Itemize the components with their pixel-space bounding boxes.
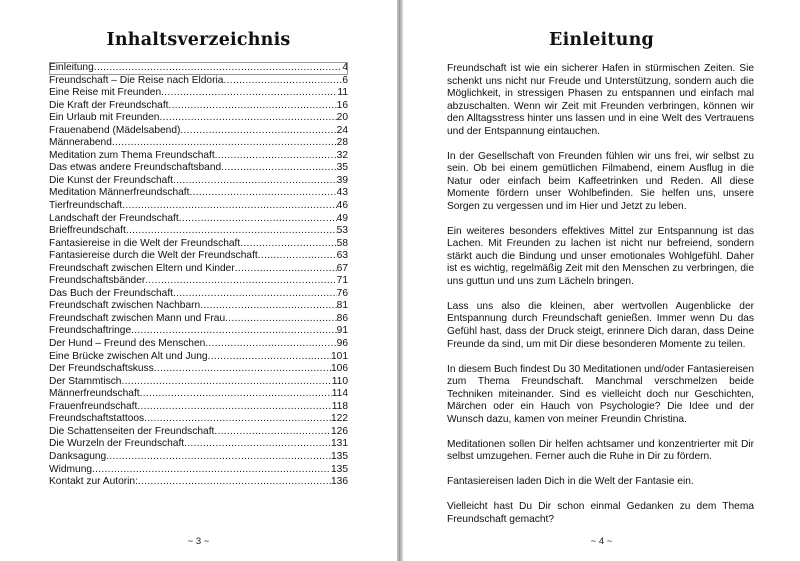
toc-entry-title: Frauenfreundschaft (49, 400, 138, 412)
toc-entry[interactable] (49, 125, 348, 138)
toc-dot-leader (223, 75, 342, 88)
toc-entry[interactable] (49, 225, 348, 238)
body-paragraph: Ein weiteres besonders effektives Mittel zur Entspannung ist das Lachen. Mit Freunden zu lachen ist nicht nur befreiend, sondern stärkt auch die Bindung und unser emotionales Wohlgefühl. Daher ist es wichtig, regelmäßig Zeit mit den Menschen zu verbringen, die uns guttun und uns zum Lächeln bringen. (447, 225, 754, 287)
toc-entry-page: 43 (336, 187, 348, 199)
toc-dot-leader (138, 476, 331, 489)
body-paragraph: Fantasiereisen laden Dich in die Welt der Fantasie ein. (447, 476, 694, 488)
toc-entry-page: 20 (336, 112, 348, 124)
toc-dot-leader (200, 300, 336, 313)
toc-entry[interactable] (49, 263, 348, 276)
toc-entry[interactable] (49, 476, 348, 489)
toc-entry-page: 118 (331, 400, 348, 412)
right-page (403, 0, 800, 561)
toc-dot-leader (180, 125, 336, 138)
toc-entry[interactable] (49, 288, 348, 301)
left-page (0, 0, 397, 561)
toc-dot-leader (168, 100, 336, 113)
toc-entry[interactable] (49, 62, 348, 75)
toc-entry-title: Brieffreundschaft (49, 225, 126, 237)
toc-dot-leader (94, 62, 343, 75)
toc-entry[interactable] (49, 87, 348, 100)
toc-dot-leader (121, 376, 331, 389)
toc-heading: Inhaltsverzeichnis (106, 30, 291, 50)
toc-entry-page: 28 (336, 137, 348, 149)
chapter-body (447, 63, 754, 539)
page-number-left: ~ 3 ~ (187, 536, 210, 547)
toc-entry-page: 11 (337, 87, 348, 99)
toc-entry-title: Der Stammtisch (49, 375, 122, 387)
toc-entry[interactable] (49, 213, 348, 226)
toc-entry-title: Tierfreundschaft (49, 200, 123, 212)
toc-dot-leader (205, 338, 336, 351)
toc-entry-title: Freundschaftsbänder (49, 275, 146, 287)
toc-entry-page: 35 (336, 162, 348, 174)
toc-entry-title: Einleitung (49, 62, 94, 73)
toc-dot-leader (161, 87, 337, 100)
toc-entry[interactable] (49, 413, 348, 426)
toc-entry[interactable] (49, 313, 348, 326)
toc-entry[interactable] (49, 300, 348, 313)
toc-entry-title: Fantasiereise durch die Welt der Freundschaft (49, 250, 258, 262)
toc-dot-leader (154, 363, 331, 376)
chapter-heading: Einleitung (549, 30, 654, 50)
toc-entry[interactable] (49, 451, 348, 464)
toc-dot-leader (131, 325, 337, 338)
toc-entry-page: 58 (336, 237, 348, 249)
toc-entry-page: 101 (331, 350, 348, 362)
toc-dot-leader (179, 213, 337, 226)
toc-entry-page: 63 (336, 250, 348, 262)
toc-entry[interactable] (49, 175, 348, 188)
toc-entry-page: 16 (336, 99, 348, 111)
toc-entry[interactable] (49, 464, 348, 477)
toc-entry-page: 76 (336, 287, 348, 299)
toc-entry-title: Ein Urlaub mit Freunden (49, 112, 160, 124)
toc-entry[interactable] (49, 75, 348, 88)
toc-entry-page: 4 (342, 62, 348, 73)
toc-dot-leader (122, 200, 336, 213)
toc-dot-leader (214, 426, 331, 439)
toc-entry[interactable] (49, 376, 348, 389)
toc-dot-leader (145, 275, 336, 288)
toc-entry-title: Die Wurzeln der Freundschaft (49, 438, 185, 450)
toc-entry-page: 49 (336, 212, 348, 224)
toc-entry-title: Meditation zum Thema Freundschaft (49, 149, 215, 161)
toc-entry-page: 67 (336, 262, 348, 274)
toc-entry-title: Das Buch der Freundschaft (49, 287, 174, 299)
toc-entry[interactable] (49, 238, 348, 251)
toc-entry-page: 81 (336, 300, 348, 312)
toc-entry-page: 46 (336, 200, 348, 212)
toc-entry-page: 135 (331, 450, 348, 462)
toc-entry[interactable] (49, 426, 348, 439)
toc-entry-title: Eine Brücke zwischen Alt und Jung (49, 350, 208, 362)
toc-entry-title: Die Kraft der Freundschaft (49, 99, 169, 111)
toc-dot-leader (221, 162, 336, 175)
toc-entry[interactable] (49, 250, 348, 263)
toc-entry-title: Das etwas andere Freundschaftsband (49, 162, 222, 174)
toc-entry[interactable] (49, 325, 348, 338)
toc-entry-page: 86 (336, 312, 348, 324)
toc-dot-leader (159, 112, 336, 125)
toc-entry-page: 91 (336, 325, 348, 337)
toc-dot-leader (173, 175, 337, 188)
body-paragraph: Vielleicht hast Du Dir schon einmal Gedanken zu dem Thema Freundschaft gemacht? (447, 501, 754, 525)
toc-dot-leader (126, 225, 337, 238)
toc-dot-leader (106, 451, 331, 464)
toc-entry-title: Männerabend (49, 137, 112, 149)
toc-entry-title: Männerfreundschaft (49, 388, 140, 400)
toc-entry-page: 53 (336, 225, 348, 237)
toc-entry[interactable] (49, 150, 348, 163)
body-paragraph: In der Gesellschaft von Freunden fühlen wir uns frei, wir selbst zu sein. Ob bei einem gemütlichen Filmabend, einem Ausflug in die Natur oder einfach beim Kaffeetrinken und Reden. All diese Momente fördern unser Wohlbefinden. Sie helfen uns, unsere Sorgen zu vergessen und im Hier und Jetzt zu leben. (447, 150, 754, 212)
toc-entry[interactable] (49, 401, 348, 414)
toc-entry[interactable] (49, 112, 348, 125)
toc-entry-page: 131 (331, 438, 348, 450)
body-paragraph: Freundschaft ist wie ein sicherer Hafen in stürmischen Zeiten. Sie schenkt uns nicht nur Freude und Unterstützung, sondern auch die Möglichkeit, in stressigen Phasen zu entspannen und einfach mal abzuschalten. Wenn wir Zeit mit Freunden verbringen, können wir den Alltagsstress hinter uns lassen und in eine Welt des Vertrauens und der Entspannung eintauchen. (447, 63, 754, 137)
toc-entry-title: Freundschaft – Die Reise nach Eldoria (49, 74, 224, 86)
toc-dot-leader (137, 401, 331, 414)
toc-entry-title: Freundschaft zwischen Mann und Frau (49, 312, 226, 324)
toc-dot-leader (240, 238, 336, 251)
toc-entry-title: Meditation Männerfreundschaft (49, 187, 190, 199)
toc-entry-page: 136 (331, 476, 348, 488)
toc-dot-leader (189, 187, 336, 200)
toc-entry[interactable] (49, 187, 348, 200)
toc-entry-title: Landschaft der Freundschaft (49, 212, 179, 224)
toc-entry-page: 110 (331, 375, 348, 387)
toc-entry[interactable] (49, 338, 348, 351)
body-paragraph: In diesem Buch findest Du 30 Meditationen und/oder Fantasiereisen zum Thema Freundschaft. Manchmal verschmelzen beide Techniken miteinander. Sind es vielleicht doch nur Geschichten, Märchen oder ein Hauch von Psychologie? Die Idee und der Wunsch dazu, kamen von meiner Freundin Christina. (447, 363, 754, 425)
toc-entry-title: Fantasiereise in die Welt der Freundschaft (49, 237, 241, 249)
body-paragraph: Meditationen sollen Dir helfen achtsamer und konzentrierter mit Dir selbst umzugehen. Ferner auch die Ruhe in Dir zu fördern. (447, 438, 754, 463)
toc-dot-leader (225, 313, 337, 326)
toc-entry-page: 96 (336, 338, 348, 350)
toc-dot-leader (215, 150, 337, 163)
toc-entry[interactable] (49, 200, 348, 213)
toc-entry-page: 122 (331, 413, 348, 425)
toc-entry-title: Freundschaft zwischen Eltern und Kinder (49, 262, 235, 274)
toc-entry-title: Widmung (49, 463, 93, 475)
page-number-right: ~ 4 ~ (590, 536, 613, 547)
toc-entry-page: 135 (331, 463, 348, 475)
toc-entry[interactable] (49, 438, 348, 451)
toc-entry[interactable] (49, 388, 348, 401)
toc-entry[interactable] (49, 100, 348, 113)
toc-entry[interactable] (49, 162, 348, 175)
toc-entry-title: Die Schattenseiten der Freundschaft (49, 425, 215, 437)
toc-entry-page: 114 (331, 388, 348, 400)
toc-entry-page: 6 (342, 74, 348, 86)
toc-dot-leader (208, 351, 331, 364)
toc-dot-leader (144, 413, 331, 426)
toc-entry-page: 126 (331, 425, 348, 437)
toc-entry-title: Kontakt zur Autorin: (49, 476, 138, 488)
toc-entry-title: Danksagung (49, 450, 107, 462)
toc-entry-title: Der Hund – Freund des Menschen (49, 338, 206, 350)
toc-entry-page: 32 (336, 149, 348, 161)
toc-entry-page: 39 (336, 174, 348, 186)
toc-dot-leader (173, 288, 337, 301)
toc-entry-page: 106 (331, 363, 348, 375)
toc-entry-title: Freundschaftstattoos (49, 413, 145, 425)
toc-entry-title: Der Freundschaftskuss (49, 363, 154, 375)
toc-entry-page: 24 (336, 124, 348, 136)
toc-dot-leader (92, 464, 331, 477)
body-paragraph: Lass uns also die kleinen, aber wertvollen Augenblicke der Entspannung durch Freundschaft genießen. Immer wenn Du das Gefühl hast, dass der Druck steigt, erinnere Dich daran, dass Deine Freunde da sind, um mit Dir diese besonderen Momente zu teilen. (447, 300, 754, 350)
toc-entry-title: Eine Reise mit Freunden (49, 87, 162, 99)
table-of-contents (49, 62, 348, 489)
toc-entry-title: Freundschaft zwischen Nachbarn (49, 300, 201, 312)
toc-entry[interactable] (49, 363, 348, 376)
toc-dot-leader (140, 388, 332, 401)
toc-entry-title: Freundschaftringe (49, 325, 132, 337)
toc-entry[interactable] (49, 275, 348, 288)
toc-entry[interactable] (49, 137, 348, 150)
toc-dot-leader (258, 250, 337, 263)
toc-dot-leader (184, 438, 331, 451)
toc-dot-leader (235, 263, 337, 276)
toc-entry-title: Die Kunst der Freundschaft (49, 174, 174, 186)
toc-dot-leader (112, 137, 337, 150)
toc-entry-title: Frauenabend (Mädelsabend) (49, 124, 181, 136)
toc-entry[interactable] (49, 351, 348, 364)
toc-entry-page: 71 (336, 275, 348, 287)
